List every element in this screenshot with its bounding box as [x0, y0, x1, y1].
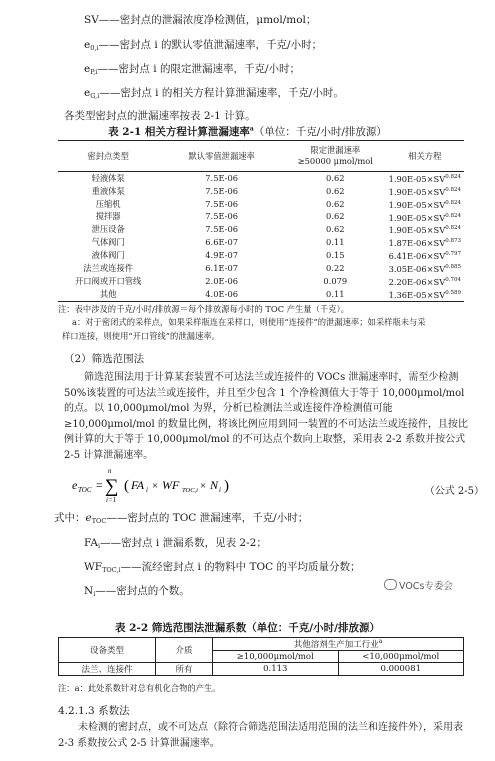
table1-cell-zero: 7.5E-06: [205, 224, 239, 235]
table1-cell-limit: 0.62: [326, 172, 345, 183]
table1-cell-type: 法兰或连接件: [83, 262, 134, 273]
def-e0: $e_{0,i}——$密封点 i 的默认零值泄漏速率，千克/小时；: [84, 39, 323, 52]
section-421-title: 4.2.1.3 系数法: [58, 705, 130, 717]
def-eg: $e_{G,i}——$密封点 i 的相关方程计算泄漏速率，千克/小时。: [84, 87, 344, 100]
svg-text:×: ×: [200, 480, 207, 492]
svg-text:(: (: [124, 478, 129, 494]
table1-row: [58, 198, 464, 211]
table1-cell-zero: 6.6E-07: [205, 237, 239, 248]
svg-text:WF: WF: [162, 478, 180, 492]
def-n: $N_i——$密封点的个数。: [84, 585, 190, 598]
table1-cell-type: 气体阀门: [91, 237, 125, 248]
final-paragraph: 未检测的密封点，或不可达点（除符合筛选范围法适用范围的法兰和连接件外），采用表 2-3 系数按公式 2-5 计算泄漏速率。: [58, 722, 463, 749]
table1-header-zero: 默认零值泄漏速率: [158, 141, 285, 172]
where-label: 式中：$e_{TOC}——$密封点的 TOC 泄漏速率，千克/小时；: [54, 512, 309, 525]
table2-header-ge: ≥10,000μmol/mol: [213, 651, 339, 663]
table1-cell-eq: $1.90E-05\times SV^{0.824}$: [388, 199, 461, 210]
table1-cell-limit: 0.15: [326, 250, 345, 261]
table2-header-type: 设备类型: [59, 638, 156, 663]
table1-cell-limit: 0.22: [326, 262, 345, 273]
table1-cell-type: 搅拌器: [95, 211, 121, 222]
table2-note: 注：a：此处系数针对总有机化合物的产生。: [58, 683, 221, 693]
table2-caption: 表 2-2 筛选范围法泄漏系数（单位：千克/小时/排放源）: [115, 622, 380, 634]
svg-text:∑: ∑: [105, 476, 119, 497]
table1-cell-zero: 4.9E-07: [205, 250, 239, 261]
table1-cell-limit: 0.62: [326, 198, 345, 209]
table1-cell-zero: 7.5E-06: [205, 185, 239, 196]
table1-row: [58, 275, 464, 288]
table1-cell-eq: $1.90E-05\times SV^{0.824}$: [388, 186, 461, 197]
table1-cell-zero: 7.5E-06: [205, 172, 239, 183]
table1-cell-limit: 0.62: [326, 224, 345, 235]
table1-header-limit: 限定泄漏速率 ≥50000 μmol/mol: [285, 141, 386, 172]
def-sv: SV——密封点的泄漏浓度净检测值，μmol/mol；: [84, 14, 317, 26]
table1-cell-eq: $3.05E-06\times SV^{0.885}$: [388, 263, 461, 274]
table1-cell-eq: $6.41E-06\times SV^{0.797}$: [388, 250, 461, 261]
table1-row: [58, 236, 464, 249]
svg-text:×: ×: [152, 480, 159, 492]
formula-2-5: [72, 465, 484, 505]
table2: [58, 637, 464, 676]
table1-note2: a：对于密闭式的采样点，如果采样瓶连在采样口，则使用“连接件”的泄漏速率；如采样瓶未与采: [72, 317, 426, 327]
table2-header-group: 其他溶剂生产加工行业$^a$: [213, 638, 464, 651]
table2-cell-medium: 所有: [156, 663, 213, 676]
table2-header-lt: <10,000μmol/mol: [338, 651, 464, 663]
table1-note1: 注：表中涉及的千克/小时/排放源＝每个排放源每小时的 TOC 产生量（千克）。: [58, 304, 349, 314]
table1-cell-zero: 7.5E-06: [205, 211, 239, 222]
table1-cell-type: 压缩机: [95, 198, 121, 209]
table1-cell-zero: 6.1E-07: [205, 262, 239, 273]
table2-cell-ge: 0.113: [213, 663, 339, 676]
table1-row: [58, 249, 464, 262]
table1-cell-eq: $2.20E-06\times SV^{0.704}$: [388, 276, 461, 287]
svg-text:e: e: [72, 478, 78, 492]
watermark: VOCs专委会: [384, 578, 453, 592]
wechat-icon: [384, 579, 397, 590]
formula-label: （公式 2-5）: [424, 486, 484, 497]
table1-row: [58, 223, 464, 236]
def-ep: $e_{P,i}——$密封点 i 的限定泄漏速率，千克/小时；: [84, 63, 300, 76]
svg-text:TOC,i: TOC,i: [182, 487, 198, 494]
table1-row: [58, 185, 464, 198]
table1-cell-eq: $1.87E-06\times SV^{0.873}$: [388, 238, 461, 249]
table1-cell-limit: 0.62: [326, 211, 345, 222]
table1-cell-type: 轻液体泵: [91, 172, 125, 183]
table1-cell-eq: $1.36E-05\times SV^{0.589}$: [386, 288, 464, 301]
section2-title: （2）筛选范围法: [64, 353, 145, 365]
svg-text:i=1: i=1: [106, 496, 117, 504]
table1-row: [58, 288, 464, 301]
svg-text:TOC: TOC: [78, 486, 92, 494]
table1: [58, 140, 464, 302]
table2-cell-type: 法兰、连接件: [59, 663, 156, 676]
table1-cell-zero: 2.0E-06: [205, 275, 239, 286]
table1-cell-eq: $1.90E-05\times SV^{0.824}$: [388, 212, 461, 223]
table1-cell-limit: 0.079: [323, 275, 348, 286]
table1-cell-eq: $1.90E-05\times SV^{0.824}$: [388, 173, 461, 184]
table1-cell-limit: 0.11: [326, 237, 345, 248]
intro-line: 各类型密封点的泄漏速率按表 2-1 计算。: [64, 110, 256, 122]
def-wf: $WF_{TOC,i}——$流经密封点 i 的物料中 TOC 的平均质量分数；: [84, 561, 361, 574]
table1-row: [58, 172, 464, 185]
svg-text:FA: FA: [131, 478, 145, 492]
table1-cell-zero: 7.5E-06: [205, 198, 239, 209]
table1-cell-zero: 4.0E-06: [158, 288, 285, 301]
table2-row: [59, 663, 464, 676]
table1-note3: 样口连接，则使用“开口管线”的泄漏速率。: [62, 331, 220, 341]
svg-text:=: =: [96, 478, 103, 492]
table1-cell-type: 开口阀或开口管线: [74, 275, 142, 286]
table1-caption: 表 2-1 相关方程计算泄漏速率$^a$（单位：千克/小时/排放源）: [108, 125, 387, 138]
table1-cell-eq: $1.90E-05\times SV^{0.824}$: [388, 225, 461, 236]
svg-text:i: i: [219, 486, 221, 494]
table1-cell-limit: 0.62: [326, 185, 345, 196]
section2-paragraph: 筛选范围法用于计算某套装置不可达法兰或连接件的 VOCs 泄漏速率时，需至少检测 50%该装置的可达法兰或连接件，并且至少包含 1 个净检测值大于等于 10,000μmol/mol 的点。以 10,000μmol/mol 为界，分析已检测法兰或连接件净检测值可能≥10,000μmol/mol 的数量比例，将该比例应用到同一装置的不可达法兰或连接件，且按比例计算的大于等于 10,000μmol/mol 的不可达点个数向上取整，采用表 2-2 系数并按公式 2-5 计算泄漏速率。: [64, 372, 468, 461]
table1-header-eq: 相关方程: [386, 141, 464, 172]
formula-svg: [72, 465, 472, 505]
table1-cell-type: 泄压设备: [91, 224, 125, 235]
svg-text:n: n: [108, 467, 112, 475]
def-fa: $FA_i——$密封点 i 泄漏系数，见表 2-2；: [84, 537, 267, 550]
svg-text:N: N: [210, 478, 219, 492]
table2-header-medium: 介质: [156, 638, 213, 663]
table1-header-type: 密封点类型: [58, 141, 158, 172]
table1-cell-type: 液体阀门: [91, 250, 125, 261]
svg-text:i: i: [146, 486, 148, 494]
table1-row: [58, 211, 464, 224]
table1-row: [58, 262, 464, 275]
svg-text:): ): [224, 478, 229, 494]
table1-cell-type: 重液体泵: [91, 185, 125, 196]
table1-cell-limit: 0.11: [285, 288, 386, 301]
table1-cell-type: 其他: [58, 288, 158, 301]
table2-cell-lt: 0.000081: [338, 663, 464, 676]
